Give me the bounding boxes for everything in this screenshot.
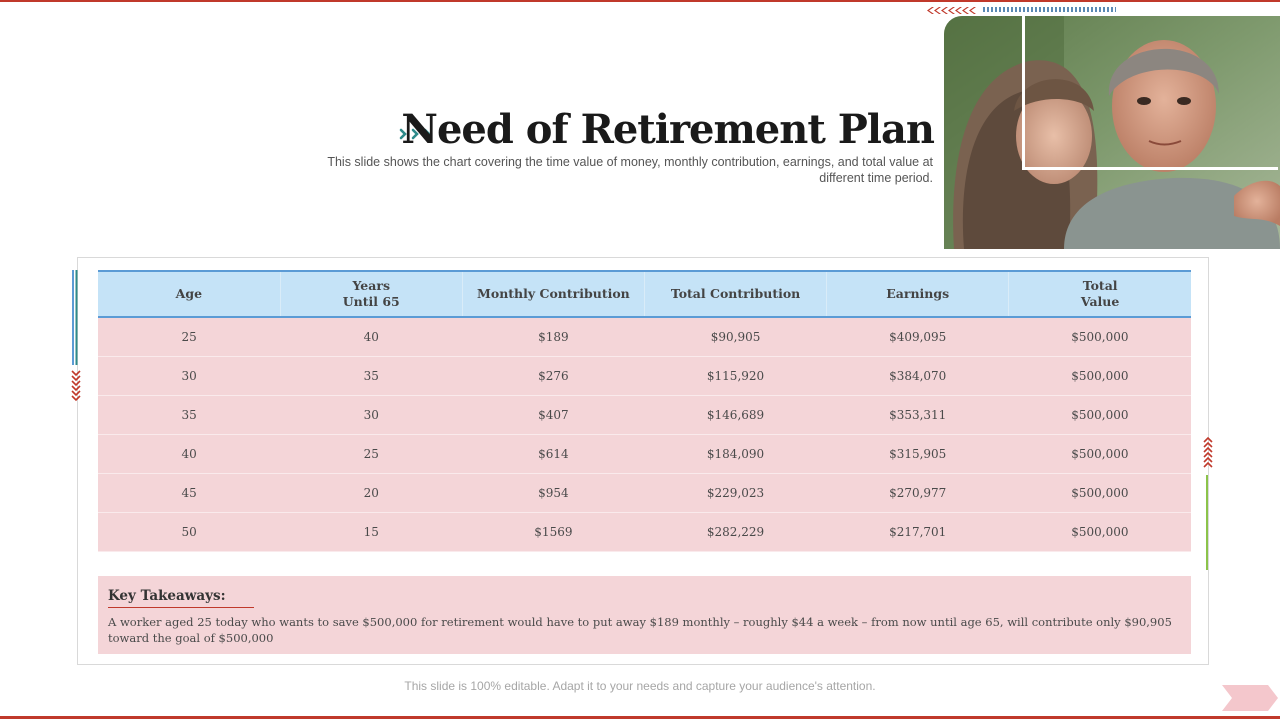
table-cell: $189 <box>462 317 644 357</box>
column-header: Years Until 65 <box>280 271 462 317</box>
table-cell: 45 <box>98 474 280 513</box>
table-cell: $500,000 <box>1009 474 1191 513</box>
table-cell: $282,229 <box>644 513 826 552</box>
chevron-left-decoration-icon <box>927 7 979 14</box>
table-cell: 40 <box>98 435 280 474</box>
column-header: Earnings <box>827 271 1009 317</box>
table-cell: $217,701 <box>827 513 1009 552</box>
table-cell: 25 <box>98 317 280 357</box>
retirement-table <box>98 270 1191 552</box>
table-cell: $353,311 <box>827 396 1009 435</box>
table-cell: $315,905 <box>827 435 1009 474</box>
table-header-row <box>98 271 1191 317</box>
column-header: Total Contribution <box>644 271 826 317</box>
table-cell: $146,689 <box>644 396 826 435</box>
table-cell: 35 <box>98 396 280 435</box>
key-takeaways-heading: Key Takeaways: <box>108 588 226 604</box>
page-subtitle: This slide shows the chart covering the time value of money, monthly contribution, earnings, and total value at different time period. <box>327 155 933 185</box>
table-cell: $276 <box>462 357 644 396</box>
column-header: Monthly Contribution <box>462 271 644 317</box>
table-cell: 20 <box>280 474 462 513</box>
table-cell: $184,090 <box>644 435 826 474</box>
table-cell: 30 <box>98 357 280 396</box>
top-accent-rule <box>0 0 1280 2</box>
table-cell: 50 <box>98 513 280 552</box>
column-header: Age <box>98 271 280 317</box>
chevron-up-decoration-icon <box>1203 436 1213 472</box>
table-cell: $407 <box>462 396 644 435</box>
table-cell: 25 <box>280 435 462 474</box>
heading-underline <box>108 607 254 608</box>
table-row <box>98 357 1191 396</box>
green-bar-decoration <box>1206 475 1208 570</box>
table-cell: 30 <box>280 396 462 435</box>
table-cell: $384,070 <box>827 357 1009 396</box>
table-row <box>98 513 1191 552</box>
table-row <box>98 317 1191 357</box>
table-cell: $500,000 <box>1009 396 1191 435</box>
striped-bar-decoration <box>983 7 1116 12</box>
table-cell: $500,000 <box>1009 513 1191 552</box>
table-cell: $270,977 <box>827 474 1009 513</box>
table-cell: $500,000 <box>1009 357 1191 396</box>
table-cell: $1569 <box>462 513 644 552</box>
table-cell: $954 <box>462 474 644 513</box>
table-cell: $115,920 <box>644 357 826 396</box>
key-takeaways-text: A worker aged 25 today who wants to save $500,000 for retirement would have to put away $189 monthly – roughly $44 a week – from now until age 65, will contribute only $90,905 toward the goal of $500,000 <box>108 615 1172 645</box>
key-takeaways-box <box>98 576 1191 654</box>
bottom-accent-rule <box>0 716 1280 719</box>
footer-note: This slide is 100% editable. Adapt it to your needs and capture your audience's attention. <box>404 679 876 693</box>
table-cell: $500,000 <box>1009 317 1191 357</box>
table-cell: 15 <box>280 513 462 552</box>
chevron-down-decoration-icon <box>71 369 81 405</box>
table-cell: $90,905 <box>644 317 826 357</box>
photo-frame-decoration <box>1022 13 1278 170</box>
table-cell: $229,023 <box>644 474 826 513</box>
table-cell: 40 <box>280 317 462 357</box>
table-cell: 35 <box>280 357 462 396</box>
table-row <box>98 396 1191 435</box>
table-cell: $500,000 <box>1009 435 1191 474</box>
table-row <box>98 474 1191 513</box>
table-row <box>98 435 1191 474</box>
table-cell: $614 <box>462 435 644 474</box>
vertical-bars-decoration <box>72 270 78 365</box>
table-cell: $409,095 <box>827 317 1009 357</box>
page-title: Need of Retirement Plan <box>401 106 934 153</box>
next-arrow-icon[interactable] <box>1222 685 1278 711</box>
column-header: Total Value <box>1009 271 1191 317</box>
